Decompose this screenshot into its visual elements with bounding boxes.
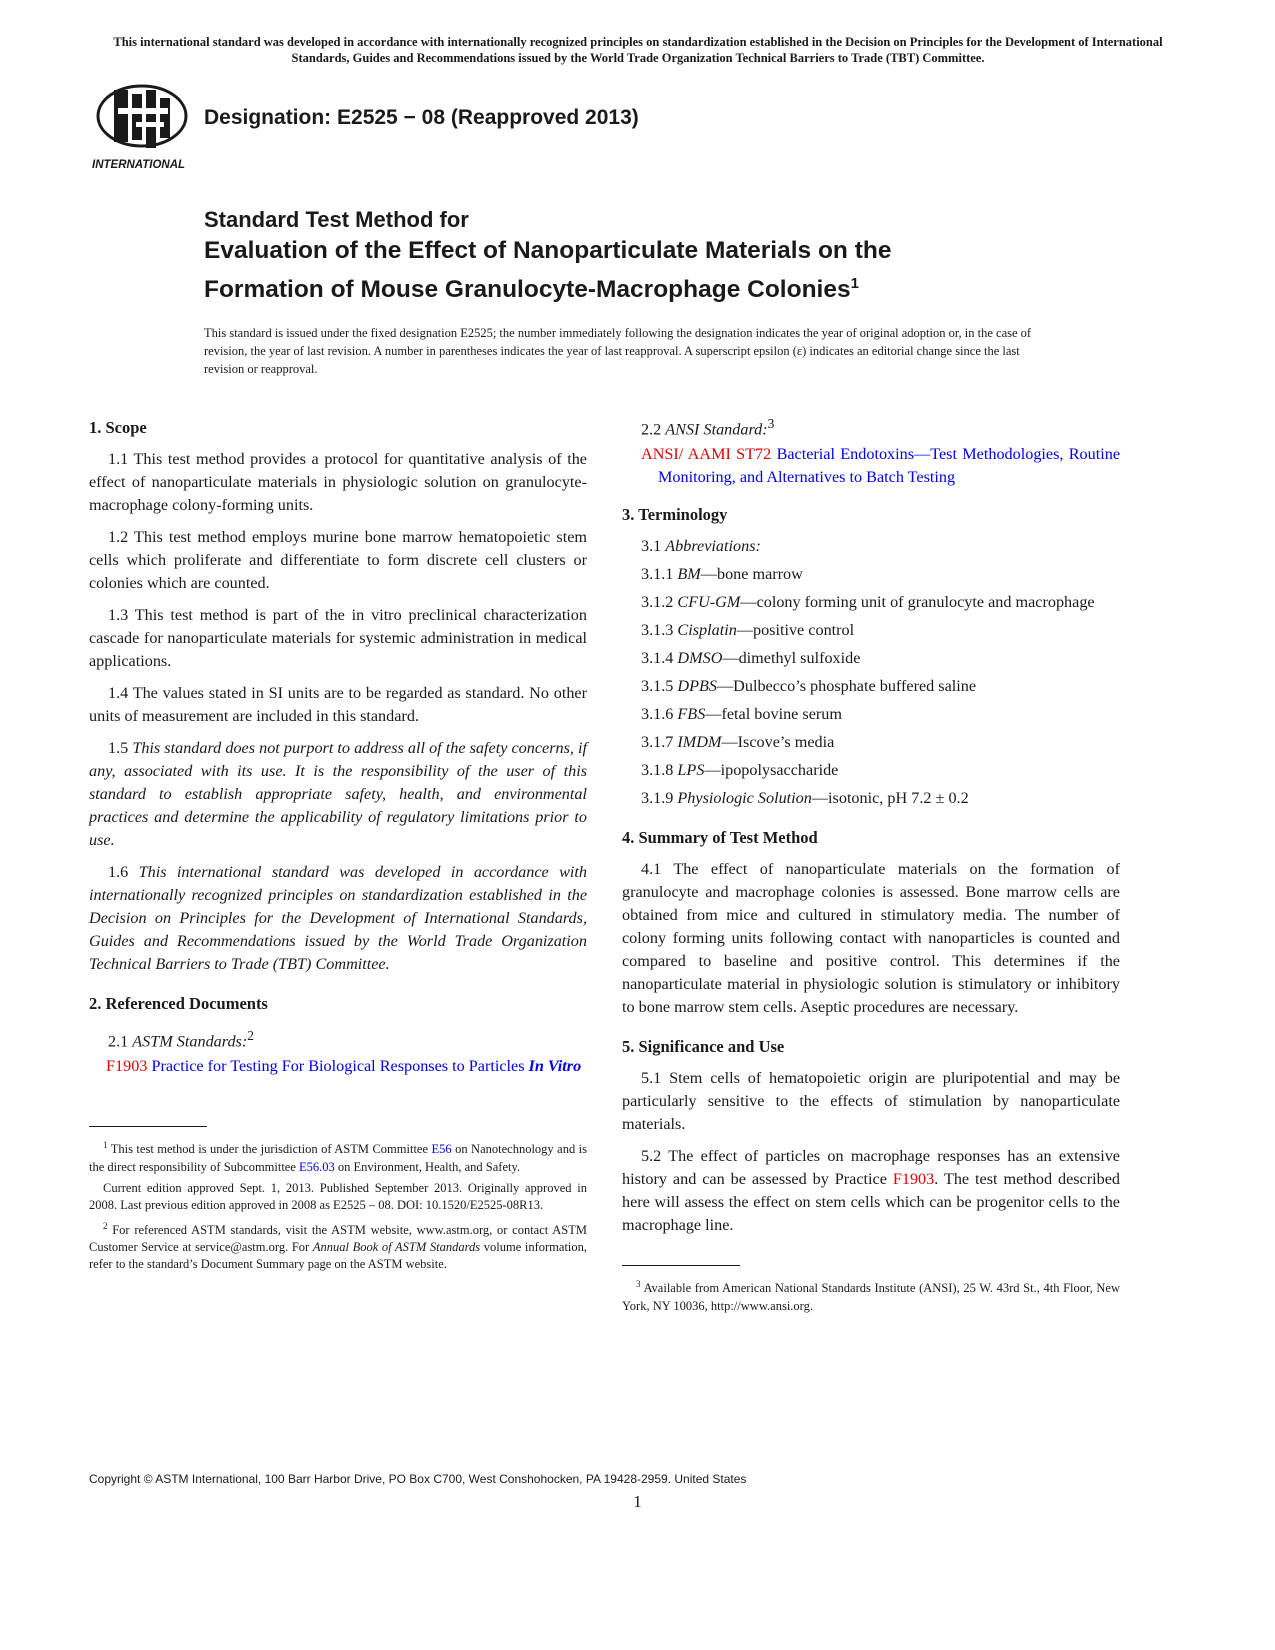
term-def: —positive control: [736, 621, 855, 640]
page-number: 1: [633, 1492, 642, 1511]
term-name: DPBS: [677, 677, 717, 696]
term-item: [641, 703, 1120, 726]
paragraph-5-2-b: . The test method described here will assess the effect on stem cells which can be progenitor cells to the macrophage line.: [622, 1170, 1121, 1235]
fn2-text-b: volume information, refer to the standard’s Document Summary page on the ASTM website.: [89, 1239, 588, 1271]
fn1-link-e56[interactable]: E56: [431, 1142, 452, 1157]
ansi-label: ANSI Standard:: [665, 420, 768, 439]
f1903-inline-link[interactable]: F1903: [892, 1170, 935, 1189]
term-list: [622, 563, 1120, 810]
term-num: 3.1.6: [641, 705, 674, 724]
fn1-text-b: on Nanotechnology and is the direct responsibility of Subcommittee: [89, 1142, 587, 1174]
section-heading-summary: 4. Summary of Test Method: [622, 828, 818, 848]
term-item: [622, 591, 1120, 614]
term-name: FBS: [677, 705, 706, 724]
reference-f1903[interactable]: [89, 1055, 587, 1078]
paragraph-5-2-a: 5.2 The effect of particles on macrophage responses has an extensive history and can be assessed by Practice: [622, 1147, 1120, 1189]
footnote-1: [89, 1137, 587, 1175]
term-num: 3.1.9: [641, 789, 674, 808]
paragraph-1-1: 1.1 This test method provides a protocol for quantitative analysis of the effect of nanoparticulate materials in physiologic solution on granulocyte-macrophage colony-forming units.: [89, 450, 587, 514]
title-line-1: Standard Test Method for: [204, 207, 469, 232]
term-def: —Iscove’s media: [721, 733, 835, 752]
paragraph-1-2: 1.2 This test method employs murine bone marrow hematopoietic stem cells which proliferate and differentiate to form discrete cell clusters or colonies which are counted.: [89, 528, 587, 592]
term-num: 3.1.8: [641, 761, 674, 780]
term-name: Physiologic Solution: [677, 789, 812, 808]
term-num: 3.1.1: [641, 565, 674, 584]
right-column: [622, 412, 1120, 1319]
title-line-3: [204, 267, 891, 306]
term-num: 3.1.5: [641, 677, 674, 696]
footnote-rule-left: [89, 1126, 207, 1127]
term-def: —isotonic, pH 7.2 ± 0.2: [811, 789, 969, 808]
section-heading-terminology: 3. Terminology: [622, 505, 728, 525]
footnote-2: [89, 1218, 587, 1273]
term-name: Cisplatin: [677, 621, 737, 640]
paragraph-5-2: [622, 1145, 1120, 1237]
fn1-link-e5603[interactable]: E56.03: [299, 1159, 335, 1174]
fn1-mark: 1: [103, 1140, 108, 1151]
astm-logo: [92, 84, 192, 176]
abbr-label: Abbreviations:: [665, 537, 761, 556]
fn2-text-a: For referenced ASTM standards, visit the ASTM website, www.astm.org, or contact ASTM Customer Service at service@astm.org. For: [89, 1222, 588, 1254]
f1903-italic[interactable]: In Vitro: [528, 1057, 582, 1076]
fn1-text-a: This test method is under the jurisdiction of ASTM Committee: [110, 1142, 429, 1157]
term-item: [641, 675, 1120, 698]
term-name: CFU-GM: [677, 593, 741, 612]
term-item: [641, 563, 1120, 586]
term-name: BM: [677, 565, 701, 584]
fn1-text-c: on Environment, Health, and Safety.: [337, 1159, 521, 1174]
astm-standards-label: [89, 1024, 587, 1053]
left-column: [89, 412, 587, 1277]
fn3-text: Available from American National Standards Institute (ANSI), 25 W. 43rd St., 4th Floor, New York, NY 10036, http://www.ansi.org.: [622, 1281, 1121, 1313]
section-heading-referenced: 2. Referenced Documents: [89, 994, 268, 1013]
term-def: —Dulbecco’s phosphate buffered saline: [716, 677, 977, 696]
ansi-num: 2.2: [641, 420, 662, 439]
section-heading-significance: 5. Significance and Use: [622, 1037, 785, 1057]
ansi-title-link[interactable]: Bacterial Endotoxins—Test Methodologies, Routine Monitoring, and Alternatives to Batch Testing: [658, 445, 1121, 487]
term-name: DMSO: [677, 649, 723, 668]
ansi-code-link[interactable]: ANSI/ AAMI ST72: [641, 445, 772, 464]
term-num: 3.1.4: [641, 649, 674, 668]
section-heading-scope: 1. Scope: [89, 418, 147, 437]
f1903-title-link[interactable]: Practice for Testing For Biological Responses to Particles: [151, 1057, 525, 1076]
reference-ansi-st72[interactable]: [622, 443, 1120, 489]
astm-sup[interactable]: 2: [247, 1028, 254, 1043]
title-line-2: Evaluation of the Effect of Nanoparticulate Materials on the: [204, 237, 892, 264]
title-footnote-mark[interactable]: 1: [850, 275, 859, 292]
term-def: —ipopolysaccharide: [704, 761, 839, 780]
footnote-3: [622, 1276, 1120, 1314]
paragraph-1-6-num: 1.6: [108, 863, 129, 881]
f1903-code-link[interactable]: F1903: [106, 1057, 148, 1076]
paragraph-1-6: [89, 861, 587, 976]
ansi-sup[interactable]: 3: [767, 416, 775, 431]
logo-text: INTERNATIONAL: [92, 159, 186, 171]
term-item: [641, 759, 1120, 782]
term-def: —fetal bovine serum: [705, 705, 842, 724]
astm-label: ASTM Standards:: [132, 1032, 248, 1051]
fn2-mark: 2: [103, 1220, 108, 1231]
paragraph-1-5: [89, 737, 587, 852]
term-num: 3.1.2: [641, 593, 674, 612]
footnote-1-edition: Current edition approved Sept. 1, 2013. Published September 2013. Originally approved in 2008. Last previous edition approved in 2008 as E2525 – 08. DOI: 10.1520/E2525-08R13.: [89, 1180, 587, 1212]
term-num: 3.1.7: [641, 733, 674, 752]
term-item: [641, 619, 1120, 642]
paragraph-5-1: 5.1 Stem cells of hematopoietic origin are pluripotential and may be particularly sensitive to the effects of stimulation by nanoparticulate materials.: [622, 1069, 1120, 1134]
term-def: —dimethyl sulfoxide: [722, 649, 861, 668]
designation: Designation: E2525 − 08 (Reapproved 2013): [204, 106, 639, 129]
term-item: [641, 647, 1120, 670]
astm-logo-icon: [92, 84, 192, 176]
astm-num: 2.1: [108, 1032, 129, 1051]
footnote-rule-right: [622, 1265, 740, 1266]
term-num: 3.1.3: [641, 621, 674, 640]
top-notice: This international standard was developed in accordance with internationally recognized principles on standardization established in the Decision on Principles for the Development of International Standards, Guides and Recommendations issued by the World Trade Organization Technical Barriers to Trade (TBT) Committee.: [113, 35, 1163, 65]
title-block: [204, 206, 891, 306]
paragraph-1-3: 1.3 This test method is part of the in vitro preclinical characterization cascade for nanoparticulate materials for systemic administration in medical applications.: [89, 606, 587, 670]
term-def: —colony forming unit of granulocyte and macrophage: [740, 593, 1095, 612]
abbr-num: 3.1: [641, 537, 662, 556]
ansi-standard-label: [622, 412, 1120, 441]
paragraph-4-1: 4.1 The effect of nanoparticulate materials on the formation of granulocyte and macrophage colonies is assessed. Bone marrow cells are obtained from mice and cultured in stimulatory media. The number of colony forming units following contact with nanoparticles is counted and compared to baseline and positive control. This determines if the nanoparticulate material in physiologic solution is stimulatory or inhibitory to bone marrow stem cells. Aseptic procedures are necessary.: [622, 860, 1120, 1017]
term-item: [641, 731, 1120, 754]
abbreviations-label: [641, 535, 1120, 558]
term-item: [641, 787, 1120, 810]
paragraph-1-4: 1.4 The values stated in SI units are to be regarded as standard. No other units of measurement are included in this standard.: [89, 684, 587, 725]
fn2-italic: Annual Book of ASTM Standards: [312, 1239, 481, 1254]
fn3-mark: 3: [636, 1279, 641, 1290]
paragraph-1-5-num: 1.5: [108, 739, 129, 757]
title-line-3-text: Formation of Mouse Granulocyte-Macrophage Colonies: [204, 276, 851, 304]
paragraph-1-6-text: This international standard was developed in accordance with internationally recognized principles on standardization established in the Decision on Principles for the Development of International Standards, Guides and Recommendations issued by the World Trade Organization Technical Barriers to Trade (TBT) Committee.: [89, 863, 588, 973]
copyright-line: Copyright © ASTM International, 100 Barr Harbor Drive, PO Box C700, West Conshohocken, PA 19428-2959. United States: [89, 1472, 747, 1486]
term-name: LPS: [677, 761, 705, 780]
term-name: IMDM: [677, 733, 722, 752]
issue-note: This standard is issued under the fixed designation E2525; the number immediately following the designation indicates the year of original adoption or, in the case of revision, the year of last revision. A number in parentheses indicates the year of last reapproval. A superscript epsilon (ε) indicates an editorial change since the last revision or reapproval.: [204, 326, 1032, 376]
paragraph-1-5-text: This standard does not purport to address all of the safety concerns, if any, associated with its use. It is the responsibility of the user of this standard to establish appropriate safety, health, and environmental practices and determine the applicability of regulatory limitations prior to use.: [89, 739, 588, 849]
term-def: —bone marrow: [700, 565, 803, 584]
